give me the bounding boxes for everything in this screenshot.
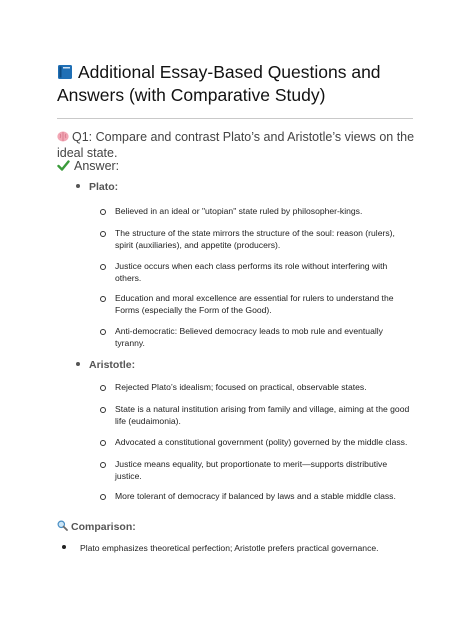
bullet-dot	[76, 362, 80, 366]
list-item	[100, 382, 410, 394]
list-item	[100, 228, 410, 251]
comparison-label: Comparison:	[71, 521, 136, 533]
bullet-circle	[100, 385, 106, 391]
blue-book-icon	[57, 64, 73, 80]
comparison-heading	[57, 520, 136, 533]
document-title-block	[57, 61, 427, 107]
comparison-list-item	[62, 543, 422, 553]
list-item	[100, 261, 410, 284]
bullet-circle	[100, 407, 106, 413]
bullet-circle	[100, 462, 106, 468]
bullet-circle	[100, 231, 106, 237]
answer-heading	[57, 159, 119, 173]
comparison-item-text: Plato emphasizes theoretical perfection; Aristotle prefers practical governance.	[80, 543, 379, 553]
list-item	[100, 491, 410, 503]
list-item-text: Justice means equality, but proportionate to merit—supports distributive justice.	[115, 459, 388, 481]
list-item	[100, 459, 410, 482]
brain-icon	[57, 131, 69, 142]
answer-label: Answer:	[74, 159, 120, 173]
list-item	[100, 206, 410, 218]
bullet-circle	[100, 494, 106, 500]
section-heading-plato	[76, 181, 118, 193]
bullet-circle	[100, 296, 106, 302]
bullet-circle	[100, 209, 106, 215]
list-item-text: More tolerant of democracy if balanced by laws and a stable middle class.	[115, 491, 396, 501]
bullet-circle	[100, 440, 106, 446]
bullet-circle	[100, 264, 106, 270]
list-item-text: Rejected Plato’s idealism; focused on practical, observable states.	[115, 382, 367, 392]
list-item-text: Justice occurs when each class performs its role without interfering with others.	[115, 261, 388, 283]
section-heading-label: Aristotle:	[89, 359, 136, 371]
check-mark-icon	[57, 159, 70, 172]
list-item	[100, 326, 410, 349]
list-item-text: The structure of the state mirrors the structure of the soul: reason (rulers), spirit (auxiliaries), and appetite (producers).	[115, 228, 395, 250]
document-title: Additional Essay-Based Questions and Answers (with Comparative Study)	[57, 62, 381, 105]
list-item	[100, 437, 410, 449]
question-heading	[57, 129, 427, 161]
magnifying-glass-icon	[57, 520, 68, 531]
bullet-dot	[62, 545, 66, 549]
section-heading-aristotle	[76, 359, 135, 371]
bullet-circle	[100, 329, 106, 335]
title-divider	[57, 118, 413, 119]
list-item	[100, 404, 410, 427]
list-item-text: Anti-democratic: Believed democracy leads to mob rule and eventually tyranny.	[115, 326, 383, 348]
section-heading-label: Plato:	[89, 181, 119, 193]
list-item-text: State is a natural institution arising from family and village, aiming at the good life (eudaimonia).	[115, 404, 410, 426]
list-item	[100, 293, 410, 316]
question-text: Q1: Compare and contrast Plato’s and Aristotle’s views on the ideal state.	[57, 130, 415, 160]
bullet-dot	[76, 184, 80, 188]
list-item-text: Believed in an ideal or "utopian" state ruled by philosopher-kings.	[115, 206, 363, 216]
list-item-text: Advocated a constitutional government (polity) governed by the middle class.	[115, 437, 408, 447]
list-item-text: Education and moral excellence are essential for rulers to understand the Forms (especially the Form of the Good).	[115, 293, 394, 315]
